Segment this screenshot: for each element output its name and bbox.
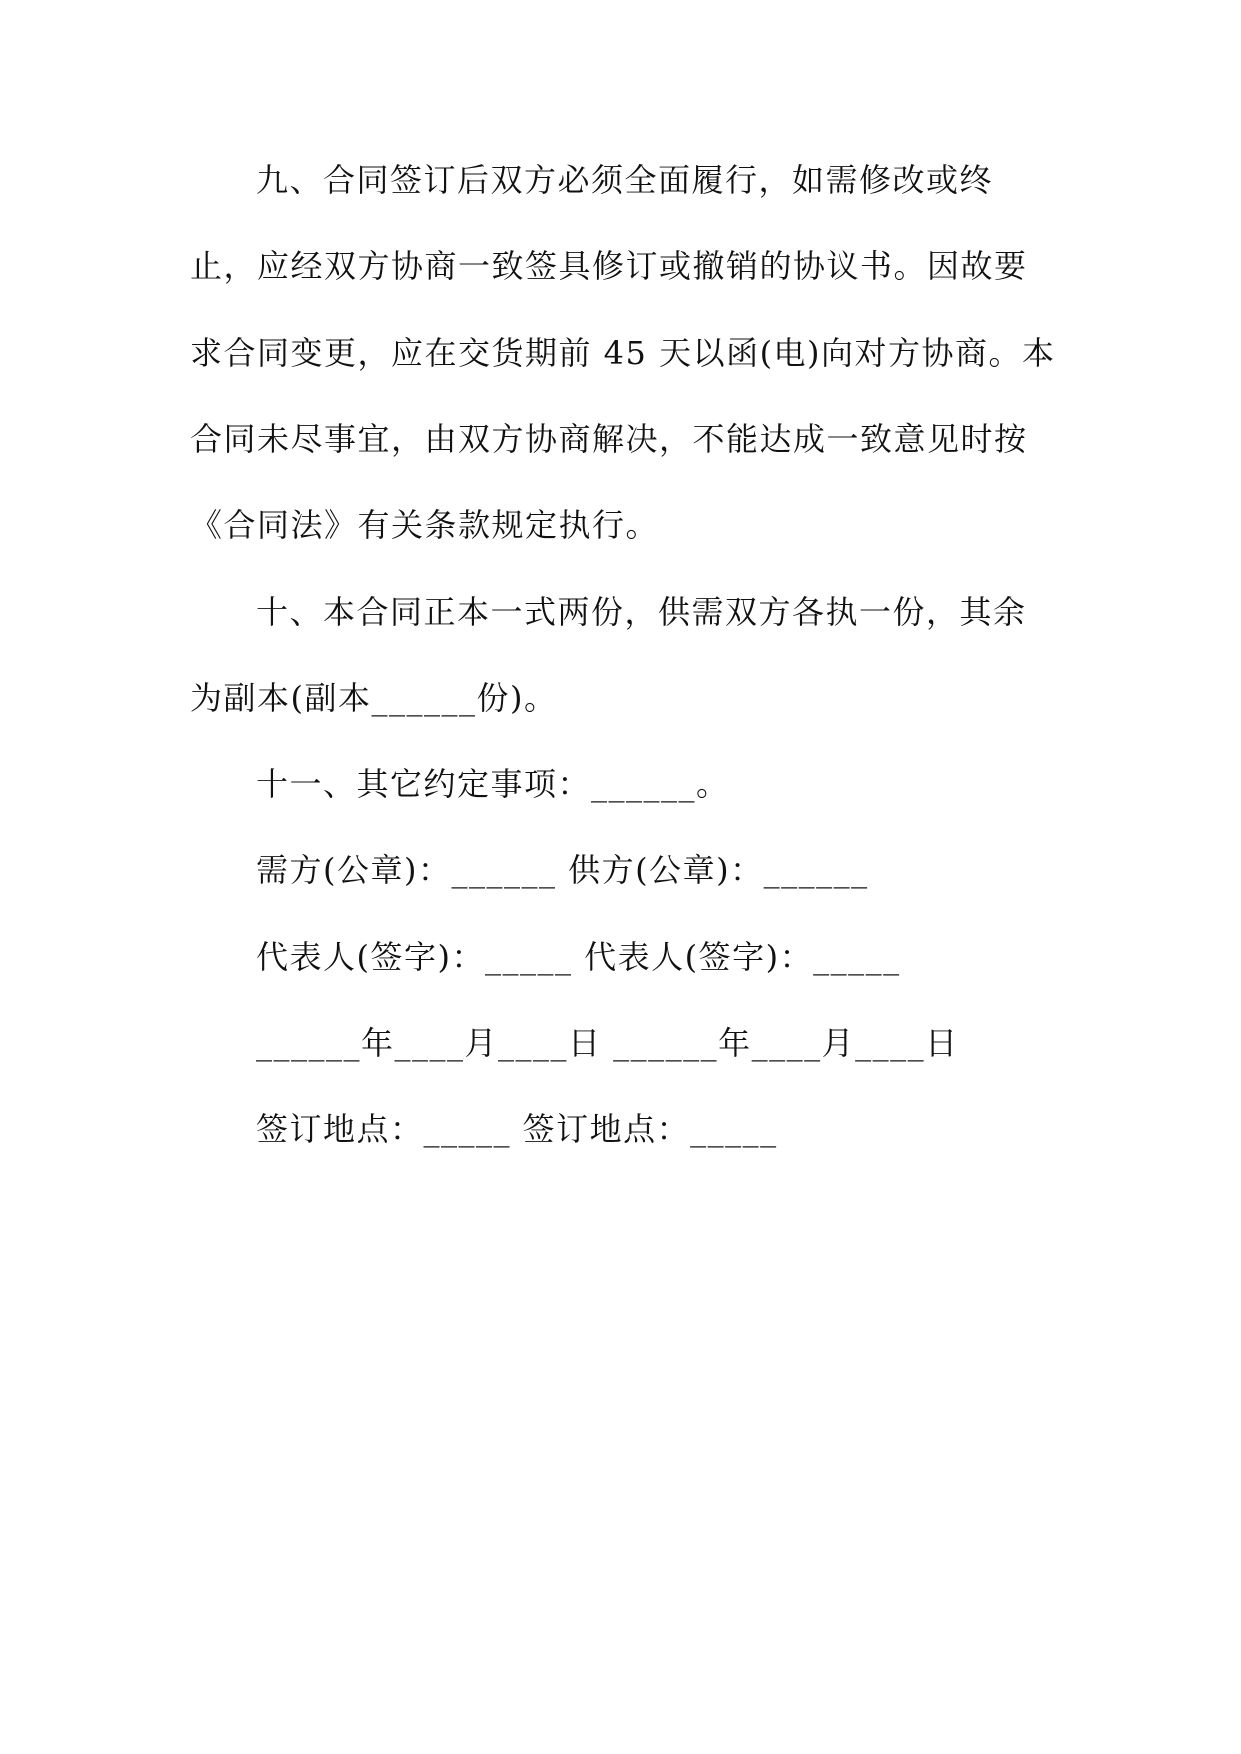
clause-9-line-4: 合同未尽事宜，由双方协商解决，不能达成一致意见时按 xyxy=(190,420,1028,458)
signing-place-line: 签订地点：_____ 签订地点：_____ xyxy=(256,1110,778,1148)
clause-11-line-1: 十一、其它约定事项：______。 xyxy=(256,765,730,803)
clause-9-line-1: 九、合同签订后双方必须全面履行，如需修改或终 xyxy=(256,161,994,199)
clause-9-line-2: 止，应经双方协商一致签具修订或撤销的协议书。因故要 xyxy=(190,247,1028,285)
clause-10-line-1: 十、本合同正本一式两份，供需双方各执一份，其余 xyxy=(256,593,1027,631)
clause-10-line-2: 为副本(副本______份)。 xyxy=(190,679,558,717)
representative-line: 代表人(签字)：_____ 代表人(签字)：_____ xyxy=(256,938,901,976)
date-line: ______年____月____日 ______年____月____日 xyxy=(256,1024,959,1062)
clause-9-line-5: 《合同法》有关条款规定执行。 xyxy=(190,506,660,544)
seal-line: 需方(公章)：______ 供方(公章)：______ xyxy=(256,851,869,889)
clause-9-line-3: 求合同变更，应在交货期前 45 天以函(电)向对方协商。本 xyxy=(190,334,1056,372)
